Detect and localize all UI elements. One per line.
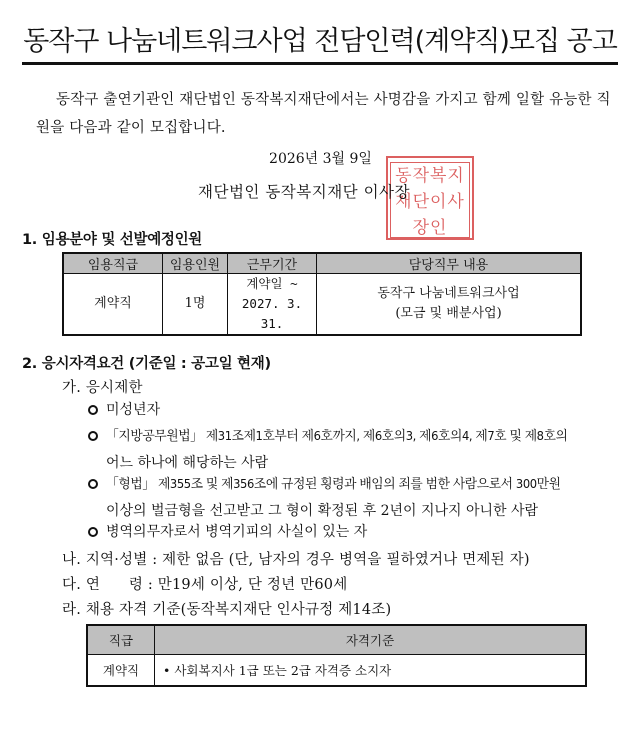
intro-paragraph: 동작구 출연기관인 재단법인 동작복지재단에서는 사명감을 가지고 함께 일할 유능한 직원을 다음과 같이 모집합니다. xyxy=(36,92,611,136)
criteria-cell: • 사회복지사 1급 또는 2급 자격증 소지자 xyxy=(155,655,587,687)
duty-line2: (모금 및 배분사업) xyxy=(395,306,502,321)
restriction-item xyxy=(88,397,608,423)
table-header-row xyxy=(63,253,581,274)
period-cell xyxy=(228,274,317,336)
section1-heading: 1. 임용분야 및 선발예정인원 xyxy=(22,232,203,248)
column-header: 임용직급 xyxy=(63,253,163,274)
table-header-row xyxy=(87,625,586,655)
subsection-da: 다. 연 령 : 만19세 이상, 단 정년 만60세 xyxy=(62,577,348,593)
column-header: 자격기준 xyxy=(155,625,587,655)
qualification-table xyxy=(86,624,587,687)
circle-bullet-icon xyxy=(88,479,98,489)
period-line1: 계약일 ~ xyxy=(246,276,298,291)
duty-line1: 동작구 나눔네트워크사업 xyxy=(377,286,520,301)
subsection-ra: 라. 채용 자격 기준(동작복지재단 인사규정 제14조) xyxy=(62,602,392,618)
grade-cell: 계약직 xyxy=(87,655,155,687)
restriction-text: 미성년자 xyxy=(106,402,161,418)
grade-cell: 계약직 xyxy=(63,274,163,336)
section2-heading: 2. 응시자격요건 (기준일 : 공고일 현재) xyxy=(22,356,271,372)
table-row xyxy=(87,655,586,687)
recruitment-table xyxy=(62,252,582,336)
restriction-text: 「형법」 제355조 및 제356조에 규정된 횡령과 배임의 죄를 범한 사람으로서 300만원 xyxy=(106,477,561,492)
circle-bullet-icon xyxy=(88,431,98,441)
period-line2: 2027. 3. 31. xyxy=(241,296,303,331)
subsection-ga: 가. 응시제한 xyxy=(62,380,143,396)
restriction-text: 병역의무자로서 병역기피의 사실이 있는 자 xyxy=(106,524,368,540)
restriction-text-continued: 이상의 벌금형을 선고받고 그 형이 확정된 후 2년이 지나지 아니한 사람 xyxy=(106,503,539,519)
count-cell: 1명 xyxy=(163,274,228,336)
column-header: 직급 xyxy=(87,625,155,655)
restriction-item xyxy=(88,519,608,545)
column-header: 담당직무 내용 xyxy=(317,253,582,274)
circle-bullet-icon xyxy=(88,527,98,537)
restriction-text: 「지방공무원법」 제31조제1호부터 제6호까지, 제6호의3, 제6호의4, 제7호 및 제8호의 xyxy=(106,429,568,444)
announcement-date: 2026년 3월 9일 xyxy=(269,151,372,167)
signer-name: 재단법인 동작복지재단 이사장 xyxy=(198,183,411,201)
column-header: 임용인원 xyxy=(163,253,228,274)
column-header: 근무기간 xyxy=(228,253,317,274)
subsection-na: 나. 지역·성별 : 제한 없음 (단, 남자의 경우 병역을 필하였거나 면제된 자) xyxy=(62,552,530,568)
restriction-item xyxy=(88,423,608,476)
table-row xyxy=(63,274,581,336)
restriction-text-continued: 어느 하나에 해당하는 사람 xyxy=(106,455,269,471)
restriction-item xyxy=(88,471,608,524)
official-seal-stamp: 동작복지 재단이사 장인 xyxy=(386,156,474,240)
page-title: 동작구 나눔네트워크사업 전담인력(계약직)모집 공고 xyxy=(22,24,618,65)
circle-bullet-icon xyxy=(88,405,98,415)
duty-cell xyxy=(317,274,582,336)
